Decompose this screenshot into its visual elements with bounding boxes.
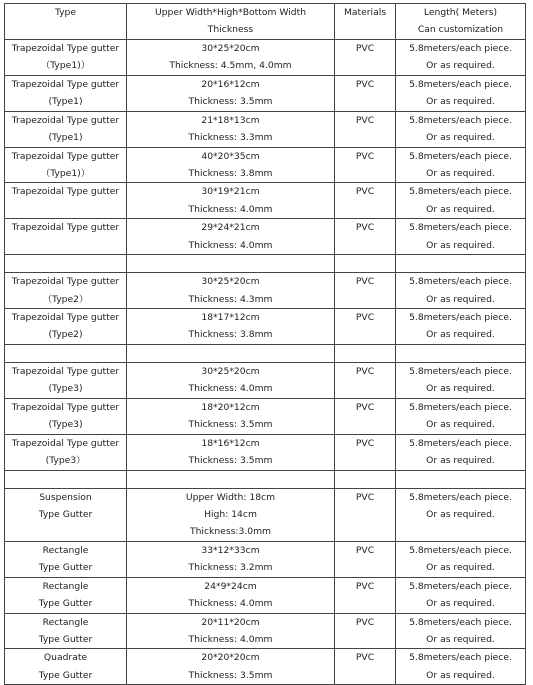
cell-material bbox=[335, 219, 396, 255]
material-text: PVC bbox=[355, 365, 375, 377]
cell-material bbox=[335, 613, 396, 649]
spacer-row bbox=[5, 255, 526, 273]
table-row bbox=[5, 147, 526, 183]
dimension-line: Thickness: 4.3mm bbox=[188, 293, 273, 305]
cell-type bbox=[5, 219, 127, 255]
cell-type bbox=[5, 273, 127, 309]
cell-dimensions bbox=[127, 183, 335, 219]
header-length-line2: Can customization bbox=[417, 24, 504, 36]
type-line: Type Gutter bbox=[38, 669, 93, 681]
cell-type bbox=[5, 39, 127, 75]
length-line: Or as required. bbox=[426, 508, 495, 520]
cell-material bbox=[335, 577, 396, 613]
length-line: Or as required. bbox=[426, 132, 495, 144]
type-line: （Type1)） bbox=[41, 60, 90, 72]
type-line: (Type3) bbox=[48, 419, 83, 431]
dimension-line: Thickness: 3.3mm bbox=[188, 132, 273, 144]
table-row bbox=[5, 219, 526, 255]
cell-type bbox=[5, 111, 127, 147]
dimension-line: 20*16*12cm bbox=[201, 78, 260, 90]
empty-cell bbox=[127, 470, 335, 488]
type-line: Quadrate bbox=[43, 652, 88, 664]
cell-material bbox=[335, 147, 396, 183]
length-line: Or as required. bbox=[426, 562, 495, 574]
length-line: Or as required. bbox=[426, 60, 495, 72]
empty-cell bbox=[5, 470, 127, 488]
cell-dimensions bbox=[127, 147, 335, 183]
material-text: PVC bbox=[355, 150, 375, 162]
cell-type bbox=[5, 362, 127, 398]
length-line: Or as required. bbox=[426, 293, 495, 305]
header-length bbox=[396, 4, 526, 40]
cell-type bbox=[5, 541, 127, 577]
type-line: Type Gutter bbox=[38, 598, 93, 610]
table-body bbox=[5, 39, 526, 684]
cell-material bbox=[335, 273, 396, 309]
dimension-line: 40*20*35cm bbox=[201, 150, 260, 162]
empty-cell bbox=[5, 344, 127, 362]
header-materials bbox=[335, 4, 396, 40]
dimension-line: 18*16*12cm bbox=[201, 437, 260, 449]
material-text: PVC bbox=[355, 544, 375, 556]
cell-material bbox=[335, 111, 396, 147]
length-line: Or as required. bbox=[426, 598, 495, 610]
type-line: Trapezoidal Type gutter bbox=[11, 186, 120, 198]
type-line: Trapezoidal Type gutter bbox=[11, 401, 120, 413]
cell-material bbox=[335, 183, 396, 219]
type-line: Trapezoidal Type gutter bbox=[11, 150, 120, 162]
material-text: PVC bbox=[355, 616, 375, 628]
cell-dimensions bbox=[127, 541, 335, 577]
length-line: 5.8meters/each piece. bbox=[409, 365, 512, 377]
length-line: Or as required. bbox=[426, 419, 495, 431]
material-text: PVC bbox=[355, 437, 375, 449]
table-row bbox=[5, 183, 526, 219]
dimension-line: Thickness: 3.5mm bbox=[188, 455, 273, 467]
length-line: 5.8meters/each piece. bbox=[409, 401, 512, 413]
cell-type bbox=[5, 75, 127, 111]
dimension-line: Thickness: 3.5mm bbox=[188, 419, 273, 431]
table-row bbox=[5, 273, 526, 309]
type-line: (Type3） bbox=[45, 455, 86, 467]
length-line: Or as required. bbox=[426, 239, 495, 251]
cell-dimensions bbox=[127, 649, 335, 685]
dimension-line: High: 14cm bbox=[204, 508, 257, 520]
material-text: PVC bbox=[355, 78, 375, 90]
type-line: (Type1) bbox=[48, 132, 83, 144]
table-row bbox=[5, 488, 526, 541]
cell-type bbox=[5, 577, 127, 613]
material-text: PVC bbox=[355, 222, 375, 234]
cell-length bbox=[396, 111, 526, 147]
type-line: Type Gutter bbox=[38, 562, 93, 574]
length-line: 5.8meters/each piece. bbox=[409, 580, 512, 592]
dimension-line: Thickness: 3.8mm bbox=[188, 329, 273, 341]
length-line: Or as required. bbox=[426, 383, 495, 395]
length-line: Or as required. bbox=[426, 167, 495, 179]
table-row bbox=[5, 398, 526, 434]
table-row bbox=[5, 362, 526, 398]
empty-cell bbox=[127, 255, 335, 273]
dimension-line: 21*18*13cm bbox=[201, 114, 260, 126]
dimension-line: 30*25*20cm bbox=[201, 365, 260, 377]
cell-dimensions bbox=[127, 398, 335, 434]
cell-dimensions bbox=[127, 362, 335, 398]
dimension-line: 24*9*24cm bbox=[204, 580, 257, 592]
length-line: 5.8meters/each piece. bbox=[409, 78, 512, 90]
spacer-row bbox=[5, 344, 526, 362]
empty-cell bbox=[335, 470, 396, 488]
empty-cell bbox=[396, 255, 526, 273]
type-line: Trapezoidal Type gutter bbox=[11, 78, 120, 90]
header-dimensions-line1: Upper Width*High*Bottom Width bbox=[154, 7, 307, 18]
table-row bbox=[5, 541, 526, 577]
empty-cell bbox=[335, 255, 396, 273]
dimension-line: Thickness: 3.5mm bbox=[188, 96, 273, 108]
cell-length bbox=[396, 362, 526, 398]
dimension-line: Thickness: 4.0mm bbox=[188, 598, 273, 610]
dimension-line: Thickness: 3.2mm bbox=[188, 562, 273, 574]
cell-dimensions bbox=[127, 219, 335, 255]
cell-dimensions bbox=[127, 577, 335, 613]
material-text: PVC bbox=[355, 186, 375, 198]
cell-material bbox=[335, 434, 396, 470]
cell-length bbox=[396, 649, 526, 685]
type-line: Rectangle bbox=[42, 580, 89, 592]
type-line: Trapezoidal Type gutter bbox=[11, 114, 120, 126]
length-line: 5.8meters/each piece. bbox=[409, 544, 512, 556]
dimension-line: 20*11*20cm bbox=[201, 616, 260, 628]
cell-type bbox=[5, 488, 127, 541]
dimension-line: 30*19*21cm bbox=[201, 186, 260, 198]
cell-length bbox=[396, 219, 526, 255]
cell-material bbox=[335, 362, 396, 398]
type-line: Rectangle bbox=[42, 544, 89, 556]
dimension-line: Upper Width: 18cm bbox=[185, 491, 276, 503]
table-row bbox=[5, 39, 526, 75]
length-line: 5.8meters/each piece. bbox=[409, 437, 512, 449]
cell-material bbox=[335, 398, 396, 434]
dimension-line: Thickness: 4.0mm bbox=[188, 203, 273, 215]
type-line bbox=[5, 201, 126, 218]
cell-length bbox=[396, 309, 526, 345]
material-text: PVC bbox=[355, 401, 375, 413]
dimension-line: 30*25*20cm bbox=[201, 276, 260, 288]
table-row bbox=[5, 577, 526, 613]
header-dimensions-line2: Thickness bbox=[207, 24, 254, 36]
cell-length bbox=[396, 75, 526, 111]
length-line: Or as required. bbox=[426, 455, 495, 467]
cell-dimensions bbox=[127, 39, 335, 75]
cell-dimensions bbox=[127, 488, 335, 541]
cell-type bbox=[5, 309, 127, 345]
header-dimensions bbox=[127, 4, 335, 40]
empty-cell bbox=[396, 344, 526, 362]
cell-length bbox=[396, 488, 526, 541]
material-text: PVC bbox=[355, 491, 375, 503]
length-line: Or as required. bbox=[426, 96, 495, 108]
empty-cell bbox=[127, 344, 335, 362]
type-line: Trapezoidal Type gutter bbox=[11, 365, 120, 377]
type-line: (Type2) bbox=[48, 329, 83, 341]
dimension-line: Thickness: 4.0mm bbox=[188, 383, 273, 395]
table-row bbox=[5, 613, 526, 649]
header-type-label: Type bbox=[54, 7, 77, 18]
cell-type bbox=[5, 613, 127, 649]
table-row bbox=[5, 434, 526, 470]
cell-material bbox=[335, 39, 396, 75]
cell-length bbox=[396, 541, 526, 577]
type-line: Trapezoidal Type gutter bbox=[11, 437, 120, 449]
material-text: PVC bbox=[355, 42, 375, 54]
spacer-row bbox=[5, 470, 526, 488]
cell-length bbox=[396, 273, 526, 309]
cell-dimensions bbox=[127, 111, 335, 147]
cell-dimensions bbox=[127, 434, 335, 470]
type-line: （Type1)） bbox=[41, 167, 90, 179]
dimension-line: 20*20*20cm bbox=[201, 652, 260, 664]
cell-dimensions bbox=[127, 613, 335, 649]
dimension-line: Thickness: 3.8mm bbox=[188, 167, 273, 179]
length-line: 5.8meters/each piece. bbox=[409, 276, 512, 288]
type-line bbox=[5, 237, 126, 254]
length-line: 5.8meters/each piece. bbox=[409, 114, 512, 126]
cell-material bbox=[335, 75, 396, 111]
length-line: 5.8meters/each piece. bbox=[409, 616, 512, 628]
length-line: 5.8meters/each piece. bbox=[409, 312, 512, 323]
type-line: Trapezoidal Type gutter bbox=[11, 42, 120, 54]
cell-material bbox=[335, 541, 396, 577]
dimension-line: Thickness: 4.0mm bbox=[188, 239, 273, 251]
type-line: Rectangle bbox=[42, 616, 89, 628]
dimension-line: Thickness: 3.5mm bbox=[188, 669, 273, 681]
cell-type bbox=[5, 398, 127, 434]
material-text: PVC bbox=[355, 114, 375, 126]
empty-cell bbox=[396, 470, 526, 488]
type-line: Type Gutter bbox=[38, 508, 93, 520]
length-line: 5.8meters/each piece. bbox=[409, 42, 512, 54]
cell-length bbox=[396, 183, 526, 219]
type-line: (Type3) bbox=[48, 383, 83, 395]
cell-length bbox=[396, 398, 526, 434]
length-line: 5.8meters/each piece. bbox=[409, 150, 512, 162]
table-row bbox=[5, 111, 526, 147]
type-line: (Type1) bbox=[48, 96, 83, 108]
cell-material bbox=[335, 488, 396, 541]
cell-length bbox=[396, 434, 526, 470]
material-text: PVC bbox=[355, 312, 375, 323]
table-row bbox=[5, 309, 526, 345]
cell-material bbox=[335, 309, 396, 345]
material-text: PVC bbox=[355, 652, 375, 664]
type-line: Trapezoidal Type gutter bbox=[11, 276, 120, 288]
header-type bbox=[5, 4, 127, 40]
length-line: 5.8meters/each piece. bbox=[409, 186, 512, 198]
length-line: Or as required. bbox=[426, 669, 495, 681]
cell-length bbox=[396, 577, 526, 613]
cell-type bbox=[5, 147, 127, 183]
material-text: PVC bbox=[355, 580, 375, 592]
type-line: （Type2） bbox=[42, 293, 89, 305]
cell-dimensions bbox=[127, 75, 335, 111]
length-line: 5.8meters/each piece. bbox=[409, 652, 512, 664]
cell-type bbox=[5, 434, 127, 470]
dimension-line: Thickness: 4.0mm bbox=[188, 634, 273, 645]
table-row bbox=[5, 649, 526, 685]
empty-cell bbox=[335, 344, 396, 362]
cell-type bbox=[5, 183, 127, 219]
length-line: 5.8meters/each piece. bbox=[409, 491, 512, 503]
dimension-line: 29*24*21cm bbox=[201, 222, 260, 234]
dimension-line: 30*25*20cm bbox=[201, 42, 260, 54]
empty-cell bbox=[5, 255, 127, 273]
type-line: Trapezoidal Type gutter bbox=[11, 312, 120, 323]
header-length-line1: Length( Meters) bbox=[423, 7, 498, 18]
dimension-line: 18*17*12cm bbox=[201, 312, 260, 323]
type-line: Suspension bbox=[39, 491, 92, 503]
type-line: Type Gutter bbox=[38, 634, 93, 645]
header-row bbox=[5, 4, 526, 40]
cell-type bbox=[5, 649, 127, 685]
cell-length bbox=[396, 147, 526, 183]
dimension-line: 18*20*12cm bbox=[201, 401, 260, 413]
material-text: PVC bbox=[355, 276, 375, 288]
length-line: 5.8meters/each piece. bbox=[409, 222, 512, 234]
type-line: Trapezoidal Type gutter bbox=[11, 222, 120, 234]
table-row bbox=[5, 75, 526, 111]
length-line: Or as required. bbox=[426, 329, 495, 341]
dimension-line: 33*12*33cm bbox=[201, 544, 260, 556]
dimension-line: Thickness:3.0mm bbox=[189, 526, 271, 538]
length-line: Or as required. bbox=[426, 203, 495, 215]
cell-length bbox=[396, 39, 526, 75]
length-line: Or as required. bbox=[426, 634, 495, 645]
header-materials-label: Materials bbox=[343, 7, 387, 18]
gutter-spec-table bbox=[4, 3, 526, 685]
cell-material bbox=[335, 649, 396, 685]
dimension-line: Thickness: 4.5mm, 4.0mm bbox=[169, 60, 292, 72]
cell-dimensions bbox=[127, 273, 335, 309]
cell-length bbox=[396, 613, 526, 649]
cell-dimensions bbox=[127, 309, 335, 345]
